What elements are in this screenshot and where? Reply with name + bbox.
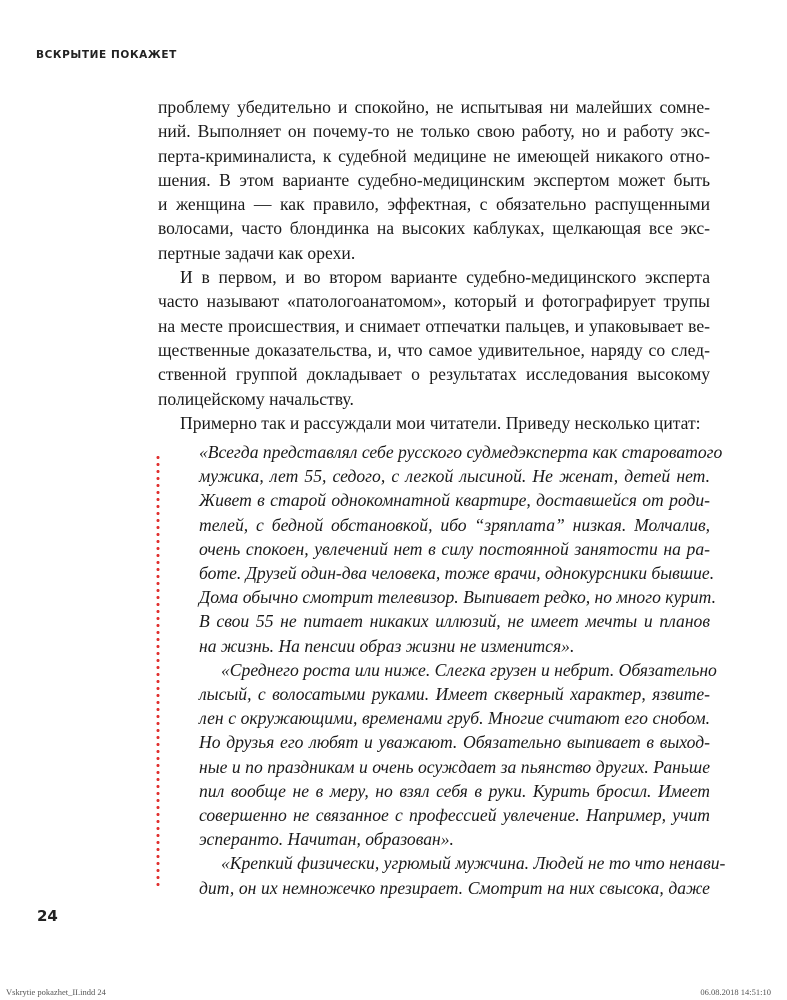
quote-line: очень спокоен, увлечений нет в силу постоянной занятости на ра- — [199, 538, 710, 559]
page-number: 24 — [37, 907, 58, 925]
footer-timestamp: 06.08.2018 14:51:10 — [700, 987, 771, 997]
quote-line: «Среднего роста или ниже. Слегка грузен и небрит. Обязательно — [221, 659, 717, 680]
quote-line: мужика, лет 55, седого, с легкой лысиной. Не женат, детей нет. — [199, 466, 710, 487]
main-text — [158, 95, 710, 435]
quote-line: дит, он их немножечко презирает. Смотрит на них свысока, даже — [199, 877, 710, 898]
paragraph-2 — [158, 265, 710, 411]
quote-block — [199, 440, 726, 900]
text-line: полицейскому начальству. — [158, 388, 354, 409]
quote-line: эсперанто. Начитан, образован». — [199, 829, 454, 850]
quote-line: «Всегда представлял себе русского судмедэксперта как староватого — [199, 442, 723, 462]
quote-line: телей, с бедной обстановкой, ибо “зряплата” низкая. Молчалив, — [199, 514, 710, 535]
quote-line: «Крепкий физически, угрюмый мужчина. Людей не то что ненави- — [221, 853, 726, 874]
quote-line: пил вообще не в меру, но взял себя в руки. Курить бросил. Имеет — [199, 780, 710, 801]
quote-line: Живет в старой однокомнатной квартире, доставшейся от роди- — [199, 490, 710, 511]
text-line: И в первом, и во втором варианте судебно-медицинского эксперта — [180, 267, 710, 288]
text-line: ний. Выполняет он почему-то не только свою работу, но и работу экс- — [158, 121, 710, 142]
text-line: проблему убедительно и спокойно, не испытывая ни малейших сомне- — [158, 97, 710, 117]
paragraph-3 — [158, 411, 710, 435]
quote-1 — [199, 440, 723, 658]
text-line: часто называют «патологоанатомом», который и фотографирует трупы — [158, 291, 710, 312]
text-line: на месте происшествия, и снимает отпечатки пальцев, и упаковывает ве- — [158, 315, 710, 336]
quote-line: совершенно не связанное с профессией увлечение. Например, учит — [199, 805, 710, 826]
quote-line: ные и по праздникам и очень осуждает за пьянство других. Раньше — [199, 756, 710, 777]
text-line: ственной группой докладывает о результатах исследования высокому — [158, 364, 710, 385]
text-line: волосами, часто блондинка на высоких каблуках, щелкающая все экс- — [158, 218, 710, 239]
footer-file-info: Vskrytie pokazhet_II.indd 24 — [6, 987, 106, 997]
text-line: Примерно так и рассуждали мои читатели. Приведу несколько цитат: — [180, 412, 701, 433]
text-line: шения. В этом варианте судебно-медицинским экспертом может быть — [158, 169, 710, 190]
quote-line: Но друзья его любят и уважают. Обязательно выпивает в выход- — [199, 732, 710, 753]
text-line: пертные задачи как орехи. — [158, 242, 356, 263]
quote-line: лен с окружающими, временами груб. Многие считают его снобом. — [199, 708, 710, 729]
quote-line: на жизнь. На пенсии образ жизни не изменится». — [199, 635, 575, 656]
text-line: и женщина — как правило, эффектная, с обязательно распущенными — [158, 194, 710, 215]
quote-2 — [199, 658, 717, 852]
text-line: перта-криминалиста, к судебной медицине не имеющей никакого отно- — [158, 145, 710, 166]
quote-line: Дома обычно смотрит телевизор. Выпивает редко, но много курит. — [199, 587, 717, 608]
running-title: ВСКРЫТИЕ ПОКАЖЕТ — [36, 49, 177, 61]
paragraph-1 — [158, 95, 710, 265]
quote-line: лысый, с волосатыми руками. Имеет скверный характер, язвите- — [199, 684, 710, 705]
quote-line: В свои 55 не питает никаких иллюзий, не имеет мечты и планов — [199, 611, 710, 632]
quote-line: боте. Друзей один-два человека, тоже врачи, однокурсники бывшие. — [199, 563, 715, 584]
quote-marker-dots — [156, 454, 160, 889]
quote-3 — [199, 851, 726, 899]
text-line: щественные доказательства, и, что самое удивительное, наряду со след- — [158, 339, 710, 360]
